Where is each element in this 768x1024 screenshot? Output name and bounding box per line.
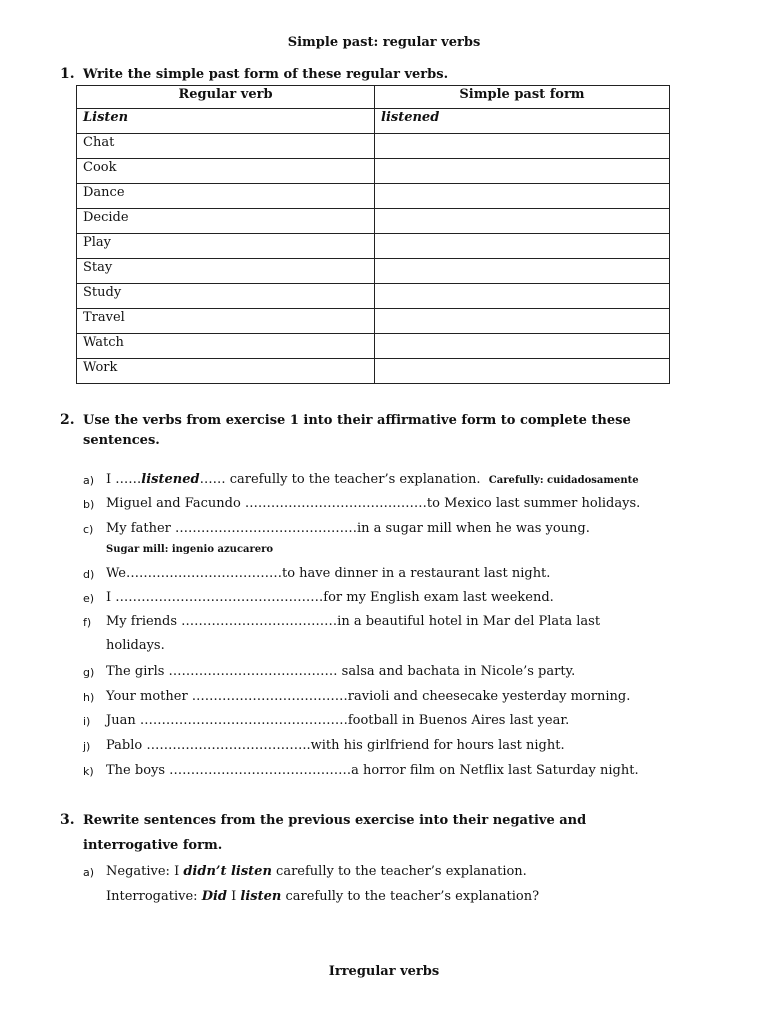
interrogative-example xyxy=(106,888,539,906)
verb-cell: Watch xyxy=(77,334,375,359)
item-text: We………………………………to have dinner in a restaurant last night. xyxy=(106,566,551,581)
negative-label: Negative: I xyxy=(106,864,184,879)
table-row xyxy=(77,234,670,259)
item-text: Pablo ………………………………..with his girlfriend for hours last night. xyxy=(106,738,565,753)
vocab-note: Sugar mill: ingenio azucarero xyxy=(106,544,274,555)
item-letter: h) xyxy=(83,691,95,704)
item-post: …… carefully to the teacher’s explanation. xyxy=(199,472,481,487)
verb-cell: Travel xyxy=(77,309,375,334)
table-row xyxy=(77,284,670,309)
item-text: My father ……………………………………in a sugar mill when he was young. xyxy=(106,521,590,536)
interrogative-verb: listen xyxy=(240,889,282,904)
example-answer: listened xyxy=(141,472,200,487)
item-letter: a) xyxy=(83,866,95,879)
item-letter: d) xyxy=(83,568,95,581)
exercise-3-instruction-line2: interrogative form. xyxy=(83,838,223,853)
answer-cell[interactable] xyxy=(375,209,670,234)
interrogative-auxiliary: Did xyxy=(201,889,227,904)
exercise-2-instruction-line1: Use the verbs from exercise 1 into their affirmative form to complete these xyxy=(83,413,631,428)
item-letter: f) xyxy=(83,616,92,629)
table-row xyxy=(77,334,670,359)
item-pre: I …… xyxy=(106,472,142,487)
item-text: My friends ………………………………in a beautiful hotel in Mar del Plata last xyxy=(106,614,601,629)
verb-cell: Cook xyxy=(77,159,375,184)
verb-cell: Study xyxy=(77,284,375,309)
item-text: I …………………………………………for my English exam last weekend. xyxy=(106,590,554,605)
exercise-3-number: 3. xyxy=(60,812,75,828)
verb-cell: Chat xyxy=(77,134,375,159)
exercise-1-instruction: Write the simple past form of these regular verbs. xyxy=(83,67,449,82)
item-text xyxy=(106,863,527,881)
item-letter: a) xyxy=(83,474,95,487)
answer-cell[interactable] xyxy=(375,284,670,309)
verb-cell: Work xyxy=(77,359,375,384)
answer-cell[interactable] xyxy=(375,309,670,334)
exercise-2-number: 2. xyxy=(60,412,75,428)
negative-verb: didn’t listen xyxy=(183,864,272,879)
item-letter: k) xyxy=(83,765,94,778)
item-text: The boys ……………………………………a horror film on Netflix last Saturday night. xyxy=(106,763,639,778)
verb-cell: Stay xyxy=(77,259,375,284)
verb-cell: Dance xyxy=(77,184,375,209)
negative-rest: carefully to the teacher’s explanation. xyxy=(271,864,527,879)
table-row xyxy=(77,359,670,384)
item-letter: b) xyxy=(83,498,95,511)
item-letter: j) xyxy=(83,740,91,753)
answer-cell[interactable] xyxy=(375,234,670,259)
item-text: Miguel and Facundo ……………………………………to Mexico last summer holidays. xyxy=(106,496,641,511)
table-row-example xyxy=(77,109,670,134)
item-letter: e) xyxy=(83,592,95,605)
section-title-irregular-verbs: Irregular verbs xyxy=(328,964,440,979)
interrogative-subject: I xyxy=(227,889,241,904)
item-continuation: holidays. xyxy=(106,638,165,653)
example-verb-cell: Listen xyxy=(77,109,375,134)
exercise-1-number: 1. xyxy=(60,66,75,82)
answer-cell[interactable] xyxy=(375,184,670,209)
interrogative-label: Interrogative: xyxy=(106,889,202,904)
answer-cell[interactable] xyxy=(375,134,670,159)
item-text: Your mother ………………………………ravioli and cheesecake yesterday morning. xyxy=(106,689,631,704)
exercise-3-instruction-line1: Rewrite sentences from the previous exercise into their negative and xyxy=(83,813,587,828)
table-row xyxy=(77,259,670,284)
table-row xyxy=(77,134,670,159)
answer-cell[interactable] xyxy=(375,159,670,184)
interrogative-rest: carefully to the teacher’s explanation? xyxy=(281,889,540,904)
answer-cell[interactable] xyxy=(375,359,670,384)
column-header-regular-verb: Regular verb xyxy=(77,86,375,109)
exercise-2-instruction-line2: sentences. xyxy=(83,433,160,448)
table-row xyxy=(77,159,670,184)
table-header-row xyxy=(77,86,670,109)
answer-cell[interactable] xyxy=(375,334,670,359)
verbs-table xyxy=(76,85,670,384)
table-row xyxy=(77,184,670,209)
verb-cell: Decide xyxy=(77,209,375,234)
item-text: Juan …………………………………………football in Buenos Aires last year. xyxy=(106,713,570,728)
answer-cell[interactable] xyxy=(375,259,670,284)
item-letter: g) xyxy=(83,666,95,679)
item-text: The girls ………………………………… salsa and bachata in Nicole’s party. xyxy=(106,664,576,679)
table-row xyxy=(77,209,670,234)
table-row xyxy=(77,309,670,334)
verb-cell: Play xyxy=(77,234,375,259)
example-past-cell: listened xyxy=(375,109,670,134)
vocab-note: Carefully: cuidadosamente xyxy=(488,475,639,486)
item-letter: c) xyxy=(83,523,94,536)
page-title: Simple past: regular verbs xyxy=(287,35,481,50)
column-header-simple-past: Simple past form xyxy=(375,86,670,109)
item-text xyxy=(106,471,639,490)
item-letter: i) xyxy=(83,715,91,728)
